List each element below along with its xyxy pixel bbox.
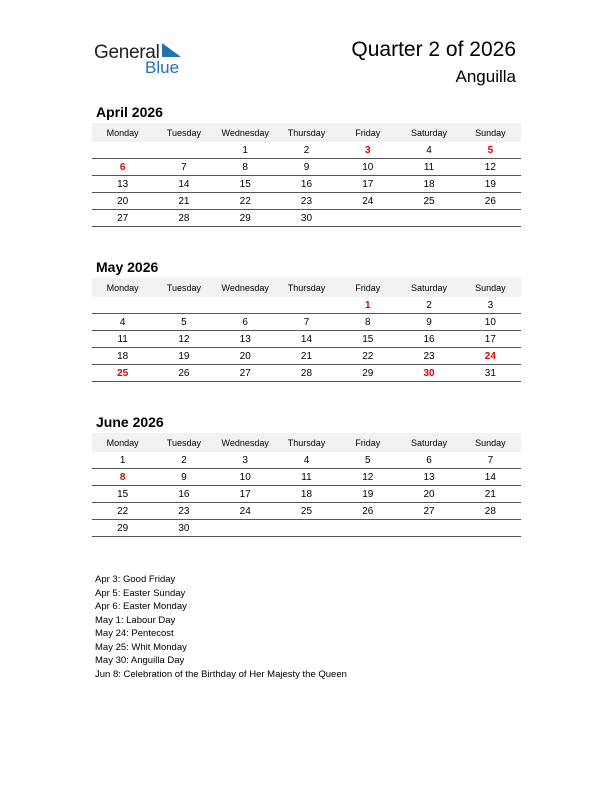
date-cell: 9 (276, 159, 337, 176)
week-row (92, 486, 521, 503)
date-cell: 4 (398, 142, 459, 159)
weekday-header: Tuesday (153, 278, 214, 297)
date-cell: 7 (276, 314, 337, 331)
weekday-header: Thursday (276, 433, 337, 452)
weekday-header: Thursday (276, 123, 337, 142)
date-cell: 26 (153, 365, 214, 382)
date-cell: 5 (153, 314, 214, 331)
date-cell: 28 (276, 365, 337, 382)
weekday-header: Wednesday (215, 123, 276, 142)
date-cell: 31 (460, 365, 521, 382)
date-cell: 15 (337, 331, 398, 348)
date-cell: 7 (153, 159, 214, 176)
date-cell: 2 (398, 297, 459, 314)
logo-text-blue: Blue (145, 58, 180, 77)
month-april (92, 103, 521, 227)
holiday-date-cell: 25 (92, 365, 153, 382)
week-row (92, 503, 521, 520)
weekday-header: Friday (337, 123, 398, 142)
week-row (92, 297, 521, 314)
weekday-header: Wednesday (215, 278, 276, 297)
date-cell: 1 (92, 452, 153, 469)
date-cell: 28 (153, 210, 214, 227)
date-cell (276, 297, 337, 314)
logo-text-general: General (94, 42, 160, 63)
date-cell (460, 210, 521, 227)
logo-triangle-icon (160, 42, 182, 58)
weekday-header: Monday (92, 123, 153, 142)
date-cell: 17 (215, 486, 276, 503)
date-cell: 26 (337, 503, 398, 520)
date-cell: 13 (92, 176, 153, 193)
date-cell (153, 142, 214, 159)
date-cell: 23 (153, 503, 214, 520)
date-cell: 22 (337, 348, 398, 365)
weekday-header: Wednesday (215, 433, 276, 452)
date-cell: 11 (92, 331, 153, 348)
date-cell: 14 (460, 469, 521, 486)
country-name: Anguilla (455, 67, 516, 86)
date-cell: 16 (153, 486, 214, 503)
month-may (92, 258, 521, 382)
date-cell: 19 (153, 348, 214, 365)
week-row (92, 314, 521, 331)
weekday-header: Monday (92, 278, 153, 297)
date-cell: 15 (215, 176, 276, 193)
date-cell: 2 (153, 452, 214, 469)
date-cell: 16 (398, 331, 459, 348)
date-cell: 18 (276, 486, 337, 503)
holiday-item: Apr 6: Easter Monday (95, 601, 187, 612)
date-cell: 12 (460, 159, 521, 176)
holiday-date-cell: 8 (92, 469, 153, 486)
calendar-table (92, 278, 521, 382)
date-cell: 21 (276, 348, 337, 365)
holiday-date-cell: 5 (460, 142, 521, 159)
date-cell: 14 (276, 331, 337, 348)
holiday-item: Apr 3: Good Friday (95, 574, 176, 585)
month-title: May 2026 (96, 259, 159, 275)
date-cell: 10 (215, 469, 276, 486)
weekday-header: Monday (92, 433, 153, 452)
date-cell: 13 (215, 331, 276, 348)
week-row (92, 159, 521, 176)
week-row (92, 176, 521, 193)
date-cell: 27 (215, 365, 276, 382)
holiday-item: Jun 8: Celebration of the Birthday of Her Majesty the Queen (95, 668, 347, 680)
date-cell: 20 (398, 486, 459, 503)
date-cell: 27 (398, 503, 459, 520)
date-cell: 29 (337, 365, 398, 382)
date-cell: 22 (92, 503, 153, 520)
date-cell: 23 (398, 348, 459, 365)
date-cell: 11 (276, 469, 337, 486)
date-cell: 3 (460, 297, 521, 314)
holiday-item: May 24: Pentecost (95, 628, 174, 639)
date-cell: 7 (460, 452, 521, 469)
date-cell: 12 (337, 469, 398, 486)
date-cell: 25 (276, 503, 337, 520)
weekday-header: Tuesday (153, 123, 214, 142)
weekday-header: Sunday (460, 123, 521, 142)
date-cell: 29 (215, 210, 276, 227)
month-june (92, 413, 521, 537)
weekday-header: Saturday (398, 433, 459, 452)
date-cell (215, 520, 276, 537)
date-cell: 14 (153, 176, 214, 193)
week-row (92, 142, 521, 159)
weekday-header-row (92, 278, 521, 297)
date-cell (337, 520, 398, 537)
weekday-header: Saturday (398, 123, 459, 142)
date-cell: 30 (276, 210, 337, 227)
date-cell: 18 (92, 348, 153, 365)
date-cell: 30 (153, 520, 214, 537)
weekday-header: Thursday (276, 278, 337, 297)
date-cell: 18 (398, 176, 459, 193)
week-row (92, 452, 521, 469)
date-cell: 8 (337, 314, 398, 331)
weekday-header: Saturday (398, 278, 459, 297)
weekday-header: Sunday (460, 433, 521, 452)
date-cell: 22 (215, 193, 276, 210)
date-cell: 11 (398, 159, 459, 176)
holiday-item: May 1: Labour Day (95, 614, 176, 626)
weekday-header: Friday (337, 433, 398, 452)
date-cell: 2 (276, 142, 337, 159)
date-cell (398, 520, 459, 537)
date-cell: 29 (92, 520, 153, 537)
calendar-table (92, 123, 521, 227)
date-cell: 9 (398, 314, 459, 331)
date-cell: 10 (337, 159, 398, 176)
date-cell: 17 (460, 331, 521, 348)
week-row (92, 469, 521, 486)
date-cell (337, 210, 398, 227)
date-cell: 24 (337, 193, 398, 210)
weekday-header: Tuesday (153, 433, 214, 452)
date-cell: 20 (92, 193, 153, 210)
holiday-item: May 30: Anguilla Day (95, 655, 185, 666)
date-cell: 21 (460, 486, 521, 503)
weekday-header-row (92, 123, 521, 142)
date-cell: 19 (460, 176, 521, 193)
generalblue-logo (94, 40, 194, 80)
date-cell: 15 (92, 486, 153, 503)
page-title: Quarter 2 of 2026 (351, 38, 516, 61)
date-cell (92, 142, 153, 159)
date-cell: 4 (92, 314, 153, 331)
week-row (92, 331, 521, 348)
date-cell (153, 297, 214, 314)
date-cell: 10 (460, 314, 521, 331)
holiday-date-cell: 3 (337, 142, 398, 159)
weekday-header-row (92, 433, 521, 452)
holiday-item: Apr 5: Easter Sunday (95, 587, 186, 599)
holiday-list (95, 573, 347, 681)
date-cell: 21 (153, 193, 214, 210)
holiday-date-cell: 6 (92, 159, 153, 176)
date-cell: 8 (215, 159, 276, 176)
weekday-header: Friday (337, 278, 398, 297)
holiday-item: May 25: Whit Monday (95, 641, 187, 653)
date-cell: 19 (337, 486, 398, 503)
date-cell: 26 (460, 193, 521, 210)
date-cell: 4 (276, 452, 337, 469)
date-cell (276, 520, 337, 537)
holiday-date-cell: 24 (460, 348, 521, 365)
date-cell (460, 520, 521, 537)
week-row (92, 520, 521, 537)
date-cell: 12 (153, 331, 214, 348)
calendar-table (92, 433, 521, 537)
date-cell (398, 210, 459, 227)
date-cell: 9 (153, 469, 214, 486)
week-row (92, 210, 521, 227)
date-cell: 3 (215, 452, 276, 469)
date-cell: 17 (337, 176, 398, 193)
date-cell: 28 (460, 503, 521, 520)
date-cell: 6 (215, 314, 276, 331)
holiday-date-cell: 30 (398, 365, 459, 382)
date-cell: 23 (276, 193, 337, 210)
date-cell: 6 (398, 452, 459, 469)
date-cell: 25 (398, 193, 459, 210)
week-row (92, 193, 521, 210)
date-cell: 5 (337, 452, 398, 469)
date-cell: 27 (92, 210, 153, 227)
date-cell: 24 (215, 503, 276, 520)
holiday-date-cell: 1 (337, 297, 398, 314)
week-row (92, 348, 521, 365)
weekday-header: Sunday (460, 278, 521, 297)
date-cell (215, 297, 276, 314)
month-title: April 2026 (96, 104, 163, 120)
month-title: June 2026 (96, 414, 164, 430)
date-cell: 13 (398, 469, 459, 486)
date-cell: 1 (215, 142, 276, 159)
date-cell (92, 297, 153, 314)
date-cell: 16 (276, 176, 337, 193)
date-cell: 20 (215, 348, 276, 365)
week-row (92, 365, 521, 382)
